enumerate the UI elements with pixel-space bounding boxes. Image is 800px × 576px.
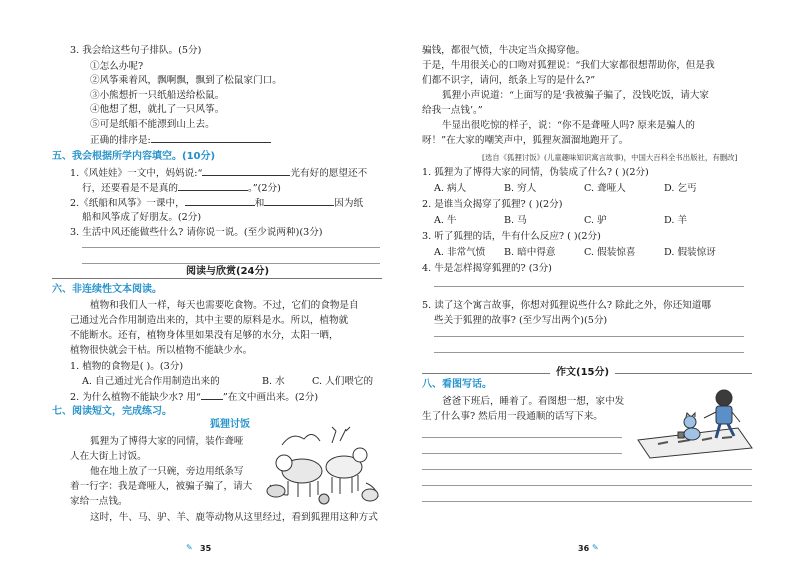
- fill-blank[interactable]: [185, 196, 255, 206]
- q3-option-d[interactable]: D. 假装惊讶: [664, 247, 716, 258]
- writing-line[interactable]: [422, 437, 622, 438]
- section-6-title: 六、非连续性文本阅读。: [52, 284, 162, 295]
- fill-blank[interactable]: [264, 196, 334, 206]
- story-cont-line: 给我一点钱’。”: [422, 105, 483, 116]
- page-number: 36: [578, 544, 590, 553]
- sec5-q3: 3. 生活中风还能做些什么? 请你说一说。(至少说两种)(3分): [70, 227, 323, 238]
- sec6-q1-option-b[interactable]: B. 水: [262, 376, 285, 387]
- line-symbol-blank: [201, 390, 223, 400]
- sec6-para-line: 不能断水。还有，植物身体里如果没有足够的水分，太阳一晒，: [70, 330, 339, 341]
- writing-line[interactable]: [422, 501, 752, 502]
- writing-line[interactable]: [434, 336, 744, 337]
- story-line: 人在大街上讨饭。: [70, 451, 147, 462]
- q2-option-b[interactable]: B. 马: [504, 215, 527, 226]
- q2-option-d[interactable]: D. 羊: [664, 215, 688, 226]
- section-7-title: 七、阅读短文，完成练习。: [52, 406, 172, 417]
- section-8-title: 八、看图写话。: [422, 379, 492, 390]
- q3-answer-label: 正确的排序是:: [90, 133, 271, 147]
- section-5-title: 五、我会根据所学内容填空。(10分): [52, 151, 216, 162]
- page-36: [400, 0, 800, 576]
- sec5-q2-line1: 2.《纸船和风筝》一课中， 和 因为纸: [70, 198, 364, 209]
- q1-option-b[interactable]: B. 穷人: [504, 183, 537, 194]
- q3-option-a[interactable]: A. 非常气愤: [434, 247, 486, 258]
- q3-item-2: ②风筝乘着风，飘啊飘，飘到了松鼠家门口。: [90, 75, 282, 86]
- q1: 1. 狐狸为了博得大家的同情，伪装成了什么? ( )(2分): [422, 167, 649, 178]
- composition-title: 作文(15分): [550, 366, 615, 379]
- q3-item-4: ④他想了想，就扎了一只风筝。: [90, 104, 225, 115]
- story-source: [选自《狐狸讨饭》(儿童趣味知识寓言故事)，中国大百科全书出版社，有删改]: [482, 153, 738, 162]
- answer-blank[interactable]: [151, 133, 271, 143]
- fill-blank[interactable]: [202, 166, 290, 176]
- sec6-para-line: 己通过光合作用制造出来的，其中主要的原料是水。所以，植物就: [70, 315, 349, 326]
- q3-item-1: ①怎么办呢?: [90, 61, 144, 72]
- sec5-q2-line2: 船和风筝成了好朋友。(2分): [82, 212, 202, 223]
- writing-line[interactable]: [434, 286, 744, 287]
- story-line: 家给一点钱。: [70, 496, 128, 507]
- q1-option-d[interactable]: D. 乞丐: [664, 183, 697, 194]
- reading-section-title: 阅读与欣赏(24分): [180, 265, 275, 278]
- q4: 4. 牛是怎样揭穿狐狸的? (3分): [422, 263, 552, 274]
- story-line: 狐狸为了博得大家的同情，装作聋哑: [90, 436, 244, 447]
- story-line: 着一行字：我是聋哑人，被骗子骗了，请大: [70, 481, 253, 492]
- q3-item-5: ⑤可是纸船不能漂到山上去。: [90, 119, 215, 130]
- story-cont-line: 牛显出很吃惊的样子，说：“你不是聋哑人吗? 原来是骗人的: [442, 120, 695, 131]
- story-cont-line: 们都不识字，请问，纸条上写的是什么?”: [422, 75, 596, 86]
- story-title: 狐狸讨饭: [210, 419, 250, 430]
- sec6-q1-option-a[interactable]: A. 自己通过光合作用制造出来的: [82, 376, 220, 387]
- q5-line1: 5. 读了这个寓言故事，你想对狐狸说些什么? 除此之外，你还知道哪: [422, 300, 712, 311]
- pen-decoration-icon: ✎: [186, 543, 193, 552]
- pen-decoration-icon: ✎: [592, 543, 599, 552]
- sec6-q1: 1. 植物的食物是( )。(3分): [70, 361, 184, 372]
- q5-line2: 些关于狐狸的故事? (至少写出两个)(5分): [434, 315, 608, 326]
- story-cont-line: 呀！”在大家的嘲笑声中，狐狸灰溜溜地跑开了。: [422, 135, 629, 146]
- page-number: 35: [200, 544, 212, 553]
- sec6-para-line: 植物和我们人一样，每天也需要吃食物。不过，它们的食物是自: [90, 300, 359, 311]
- q2-option-a[interactable]: A. 牛: [434, 215, 457, 226]
- sec5-q1-line2: 行，还要看是不是真的 。”(2分): [82, 183, 281, 194]
- q3-option-c[interactable]: C. 假装惊喜: [584, 247, 636, 258]
- sec6-q1-option-c[interactable]: C. 人们喂它的: [312, 376, 374, 387]
- q1-option-c[interactable]: C. 聋哑人: [584, 183, 626, 194]
- story-cont-line: 狐狸小声说道：“上面写的是‘我被骗子骗了，没钱吃饭，请大家: [442, 90, 709, 101]
- q3-option-b[interactable]: B. 暗中得意: [504, 247, 556, 258]
- sec6-para-line: 植物很快就会干枯。所以植物不能缺少水。: [70, 345, 253, 356]
- q1-option-a[interactable]: A. 病人: [434, 183, 467, 194]
- sec5-q1-line1: 1.《风娃娃》一文中，妈妈说:“ 光有好的愿望还不: [70, 168, 368, 179]
- q3: 3. 听了狐狸的话，牛有什么反应? ( )(2分): [422, 231, 601, 242]
- writing-line[interactable]: [82, 263, 380, 264]
- divider: [52, 278, 382, 279]
- writing-line[interactable]: [82, 247, 380, 248]
- sec6-q2: 2. 为什么植物不能缺少水? 用“ ”在文中画出来。(2分): [70, 392, 319, 403]
- sec8-prompt-line2: 生了什么事? 然后用一段通顺的话写下来。: [422, 411, 603, 422]
- q3-title: 3. 我会给这些句子排队。(5分): [70, 45, 202, 56]
- boy-cat-illustration: [628, 388, 758, 460]
- animals-illustration: [262, 425, 382, 509]
- story-line: 他在地上放了一只碗，旁边用纸条写: [90, 466, 244, 477]
- writing-line[interactable]: [434, 352, 744, 353]
- q2: 2. 是谁当众揭穿了狐狸? ( )(2分): [422, 199, 563, 210]
- writing-line[interactable]: [422, 469, 752, 470]
- fill-blank[interactable]: [178, 181, 248, 191]
- writing-line[interactable]: [422, 485, 752, 486]
- writing-line[interactable]: [422, 453, 622, 454]
- story-cont-line: 于是，牛用很关心的口吻对狐狸说：“我们大家都很想帮助你，但是我: [422, 60, 715, 71]
- q2-option-c[interactable]: C. 驴: [584, 215, 607, 226]
- story-line: 这时，牛、马、驴、羊、鹿等动物从这里经过，看到狐狸用这种方式: [90, 512, 378, 523]
- story-cont-line: 骗钱，都很气愤，牛决定当众揭穿他。: [422, 45, 586, 56]
- sec8-prompt-line1: 爸爸下班后，睡着了。看图想一想，家中发: [442, 396, 625, 407]
- q3-item-3: ③小熊想折一只纸船送给松鼠。: [90, 90, 225, 101]
